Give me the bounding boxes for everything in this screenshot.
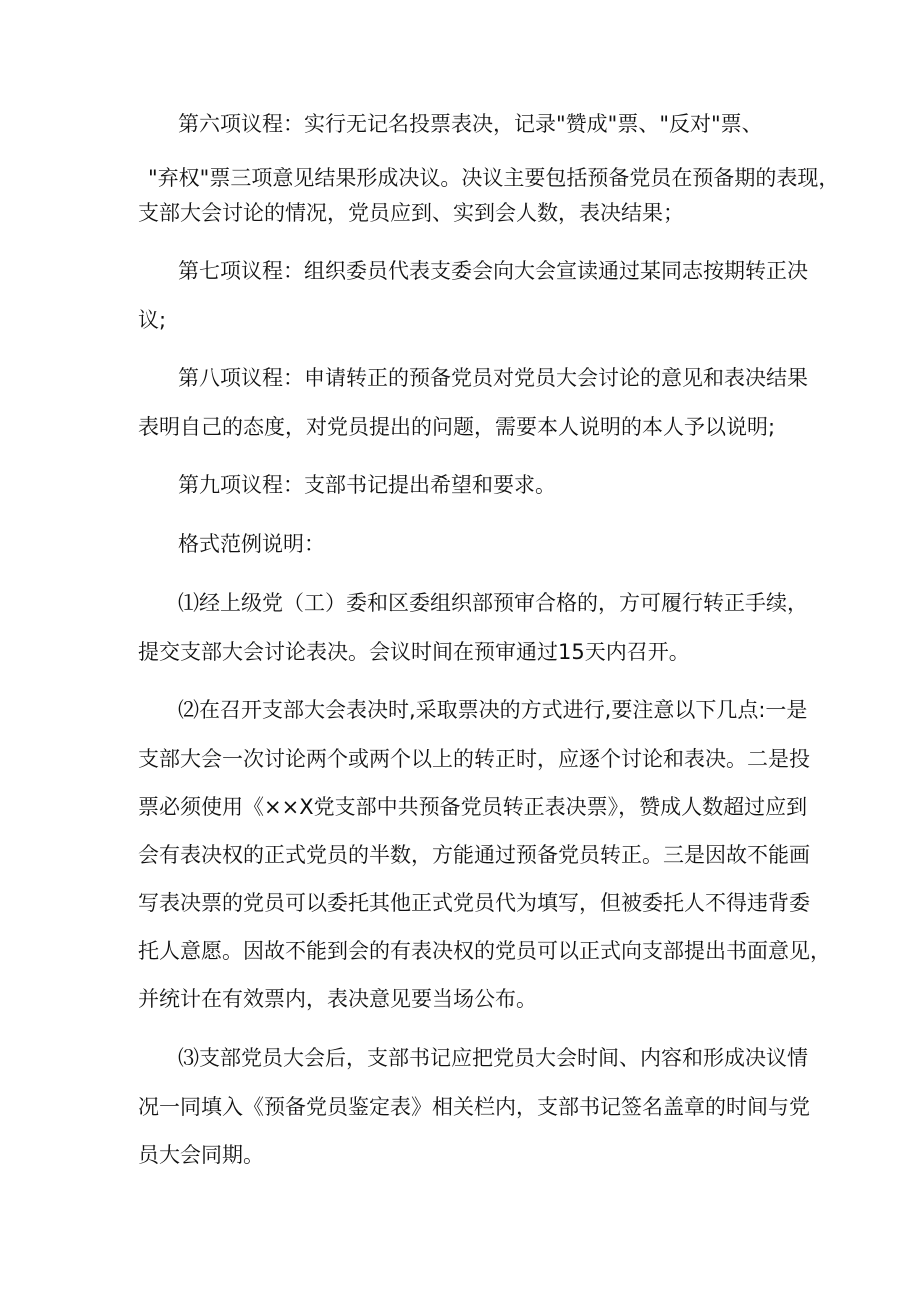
note-1-line-2: 提交支部大会讨论表决。会议时间在预审通过15天内召开。 xyxy=(138,640,690,664)
format-heading: 格式范例说明： xyxy=(178,532,325,556)
note-1-line-1: ⑴经上级党（工）委和区委组织部预审合格的，方可履行转正手续， xyxy=(178,591,808,615)
agenda-7-line-2: 议; xyxy=(138,308,167,332)
note-2-line-3: 票必须使用《××X党支部中共预备党员转正表决票》，赞成人数超过应到 xyxy=(138,795,808,819)
note-3-line-3: 员大会同期。 xyxy=(138,1143,264,1167)
note-2-line-2: 支部大会一次讨论两个或两个以上的转正时，应逐个讨论和表决。二是投 xyxy=(138,747,810,771)
agenda-6-line-1: 第六项议程：实行无记名投票表决，记录"赞成"票、"反对"票、 xyxy=(178,112,763,136)
note-2-line-4: 会有表决权的正式党员的半数，方能通过预备党员转正。三是因故不能画 xyxy=(138,843,810,867)
agenda-8-line-2: 表明自己的态度，对党员提出的问题，需要本人说明的本人予以说明; xyxy=(138,415,776,439)
agenda-8-line-1: 第八项议程：申请转正的预备党员对党员大会讨论的意见和表决结果 xyxy=(178,366,808,390)
note-3-line-1: ⑶支部党员大会后，支部书记应把党员大会时间、内容和形成决议情 xyxy=(178,1046,808,1070)
agenda-6-line-3: 支部大会讨论的情况，党员应到、实到会人数，表决结果； xyxy=(138,201,684,225)
note-2-line-1: ⑵在召开支部大会表决时,采取票决的方式进行,要注意以下几点:一是 xyxy=(178,698,808,722)
note-2-line-6: 托人意愿。因故不能到会的有表决权的党员可以正式向支部提出书面意见， xyxy=(138,939,831,963)
note-3-line-2: 况一同填入《预备党员鉴定表》相关栏内，支部书记签名盖章的时间与党 xyxy=(138,1095,810,1119)
agenda-9-line-1: 第九项议程：支部书记提出希望和要求。 xyxy=(178,473,556,497)
agenda-7-line-1: 第七项议程：组织委员代表支委会向大会宣读通过某同志按期转正决 xyxy=(178,259,808,283)
note-2-line-5: 写表决票的党员可以委托其他正式党员代为填写，但被委托人不得违背委 xyxy=(138,891,810,915)
note-2-line-7: 并统计在有效票内，表决意见要当场公布。 xyxy=(138,987,537,1011)
agenda-6-line-2: "弃权"票三项意见结果形成决议。决议主要包括预备党员在预备期的表现， xyxy=(148,166,840,190)
